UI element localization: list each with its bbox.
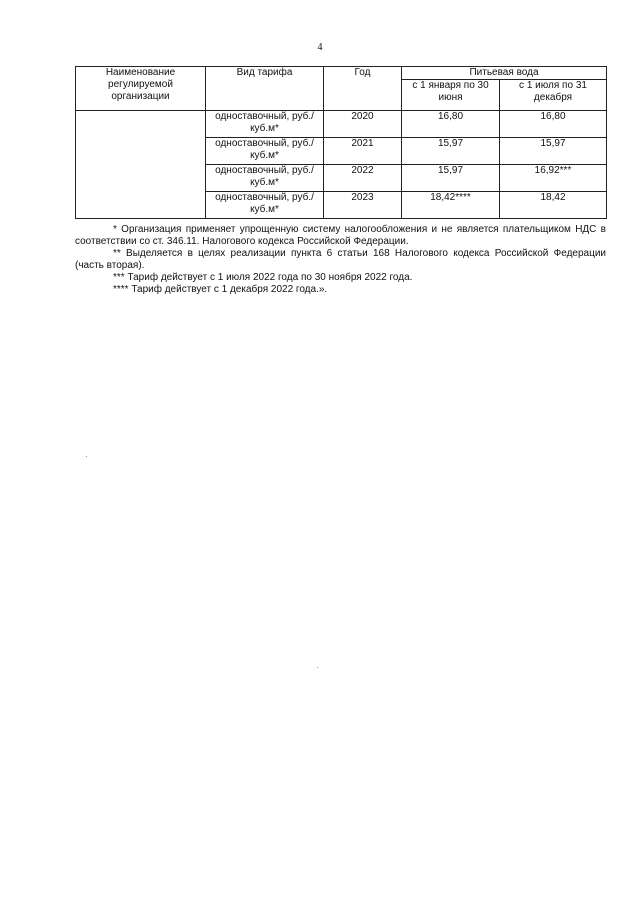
cell-tariff-type: одноставочный, руб./куб.м* [206, 111, 324, 138]
scan-speck [86, 456, 87, 457]
cell-period-1: 15,97 [402, 165, 500, 192]
cell-period-1: 16,80 [402, 111, 500, 138]
footnotes [75, 224, 606, 296]
cell-period-1: 15,97 [402, 138, 500, 165]
table-row [76, 111, 607, 138]
tariff-table [75, 66, 607, 219]
header-year: Год [324, 67, 402, 111]
cell-year: 2023 [324, 192, 402, 219]
footnote-4: **** Тариф действует с 1 декабря 2022 года.». [113, 284, 328, 295]
header-organization: Наименование регулируемой организации [76, 67, 206, 111]
scan-speck [317, 667, 318, 668]
header-drinking-water: Питьевая вода [402, 67, 607, 80]
header-period-1: с 1 января по 30 июня [402, 80, 500, 111]
cell-year: 2021 [324, 138, 402, 165]
cell-period-2: 15,97 [500, 138, 607, 165]
organization-cell [76, 111, 206, 219]
footnote-3: *** Тариф действует с 1 июля 2022 года по 30 ноября 2022 года. [113, 272, 413, 283]
header-tariff-type: Вид тарифа [206, 67, 324, 111]
page-number: 4 [317, 42, 323, 53]
header-period-2: с 1 июля по 31 декабря [500, 80, 607, 111]
cell-period-1: 18,42**** [402, 192, 500, 219]
cell-tariff-type: одноставочный, руб./куб.м* [206, 138, 324, 165]
footnote-2: ** Выделяется в целях реализации пункта 6 статьи 168 Налогового кодекса Российской Федерации (часть вторая). [75, 248, 606, 271]
cell-period-2: 18,42 [500, 192, 607, 219]
cell-period-2: 16,92*** [500, 165, 607, 192]
cell-year: 2022 [324, 165, 402, 192]
table-header-row [76, 67, 607, 80]
cell-period-2: 16,80 [500, 111, 607, 138]
cell-tariff-type: одноставочный, руб./куб.м* [206, 165, 324, 192]
cell-year: 2020 [324, 111, 402, 138]
footnote-1: * Организация применяет упрощенную систему налогообложения и не является плательщиком НДС в соответствии со ст. 346.11. Налогового кодекса Российской Федерации. [75, 224, 606, 247]
cell-tariff-type: одноставочный, руб./куб.м* [206, 192, 324, 219]
